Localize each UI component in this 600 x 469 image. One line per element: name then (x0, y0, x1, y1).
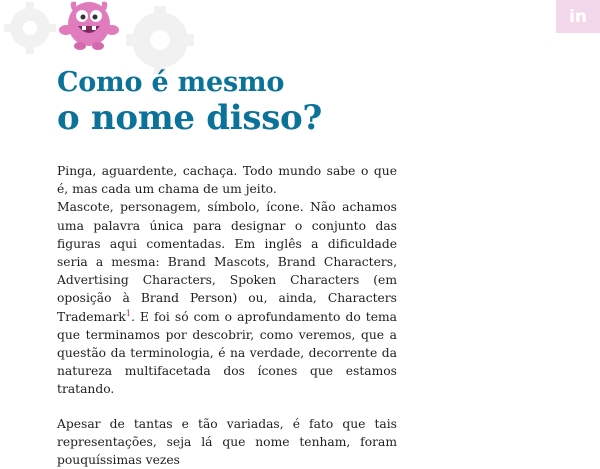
paragraph-3: Apesar de tantas e tão variadas, é fato que tais representações, seja lá que nome tenham, foram pouquíssimas vezes (57, 416, 397, 468)
mascot-icon (58, 0, 120, 52)
page-title (57, 67, 322, 137)
title-line-1: Como é mesmo (57, 67, 285, 98)
linkedin-icon[interactable]: in (556, 0, 600, 33)
paragraph-2-text-b: . E foi só com o aprofundamento do tema que terminamos por descobrir, como veremos, que a questão da terminologia, é na verdade, decorrente da natureza multifacetada dos ícones que estamos tratando. (57, 309, 397, 397)
paragraph-2-text-a: Mascote, personagem, símbolo, ícone. Não achamos uma palavra única para designar o conjunto das figuras aqui comentadas. Em inglês a dificuldade seria a mesma: Brand Mascots, Brand Characters, Advertising Characters, Spoken Characters (em oposição à Brand Person) ou, ainda, Characters Trademark (57, 200, 397, 324)
paragraph-1: Pinga, aguardente, cachaça. Todo mundo sabe o que é, mas cada um chama de um jeito. (57, 164, 397, 197)
footnote-marker[interactable]: 1 (125, 308, 131, 318)
title-line-2: o nome disso? (57, 98, 323, 138)
body-text (57, 162, 397, 469)
paragraph-2 (57, 198, 397, 398)
